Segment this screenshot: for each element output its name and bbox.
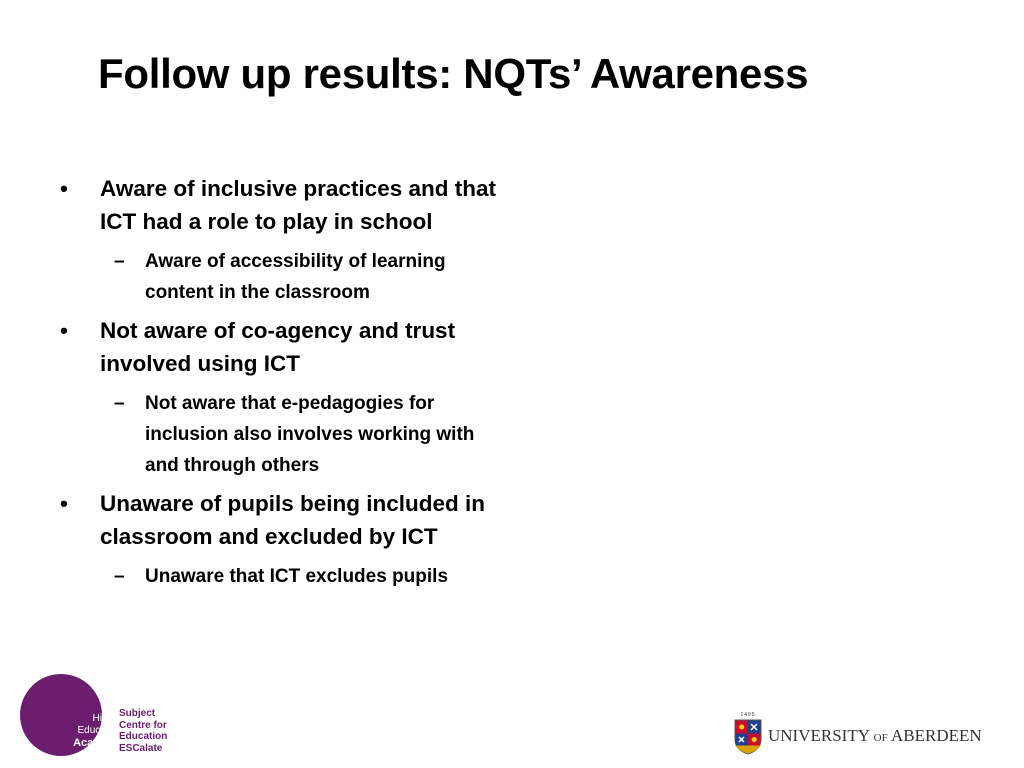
bullet-line: Unaware of pupils being included in [100, 491, 486, 516]
bullet-item [58, 172, 578, 238]
university-word: UNIVERSITY [768, 726, 870, 745]
sub-bullet-line: Aware of accessibility of learning [145, 251, 446, 272]
dash-marker: – [114, 566, 125, 587]
bullet-line: classroom and excluded by ICT [100, 524, 438, 549]
bullet-line: ICT had a role to play in school [100, 209, 433, 234]
hea-line: Higher [92, 713, 122, 724]
dash-marker: – [114, 251, 125, 272]
bullet-line: Aware of inclusive practices and that [100, 176, 496, 201]
hea-line: Education [77, 725, 122, 736]
dash-marker: – [114, 393, 125, 414]
escalate-logo-text [119, 708, 167, 754]
hea-line: Academy [73, 737, 122, 749]
sub-bullet-line: content in the classroom [145, 282, 370, 303]
hea-line: The [102, 701, 122, 713]
escalate-line: Education [119, 731, 168, 742]
bullet-marker: • [60, 318, 68, 343]
bullet-item [58, 314, 578, 380]
escalate-line: ESCalate [119, 742, 163, 754]
hea-logo-name [40, 701, 122, 749]
crest-icon [734, 719, 762, 755]
sub-bullet-item [58, 246, 515, 308]
escalate-line: Subject [119, 708, 156, 719]
university-name [768, 726, 982, 746]
university-of-aberdeen-logo [734, 712, 994, 756]
bullet-item [58, 487, 578, 553]
sub-bullet-line: Unaware that ICT excludes pupils [145, 566, 449, 587]
sub-bullet-line: inclusion also involves working with [145, 424, 475, 445]
escalate-line: Centre for [119, 719, 167, 731]
sub-bullet-item [58, 561, 515, 592]
bullet-line: involved using ICT [100, 351, 301, 376]
sub-bullet-line: and through others [145, 455, 320, 476]
bullet-marker: • [60, 176, 68, 201]
bullet-list [58, 172, 578, 598]
slide-title: Follow up results: NQTs’ Awareness [98, 50, 809, 97]
crest-year: 1495 [740, 712, 756, 718]
hea-escalate-logo [20, 674, 180, 760]
sub-bullet-item [58, 388, 515, 481]
bullet-marker: • [60, 491, 68, 516]
sub-bullet-line: Not aware that e-pedagogies for [145, 393, 435, 414]
of-word: OF [873, 732, 888, 744]
aberdeen-word: ABERDEEN [891, 726, 982, 745]
bullet-line: Not aware of co-agency and trust [100, 318, 456, 343]
